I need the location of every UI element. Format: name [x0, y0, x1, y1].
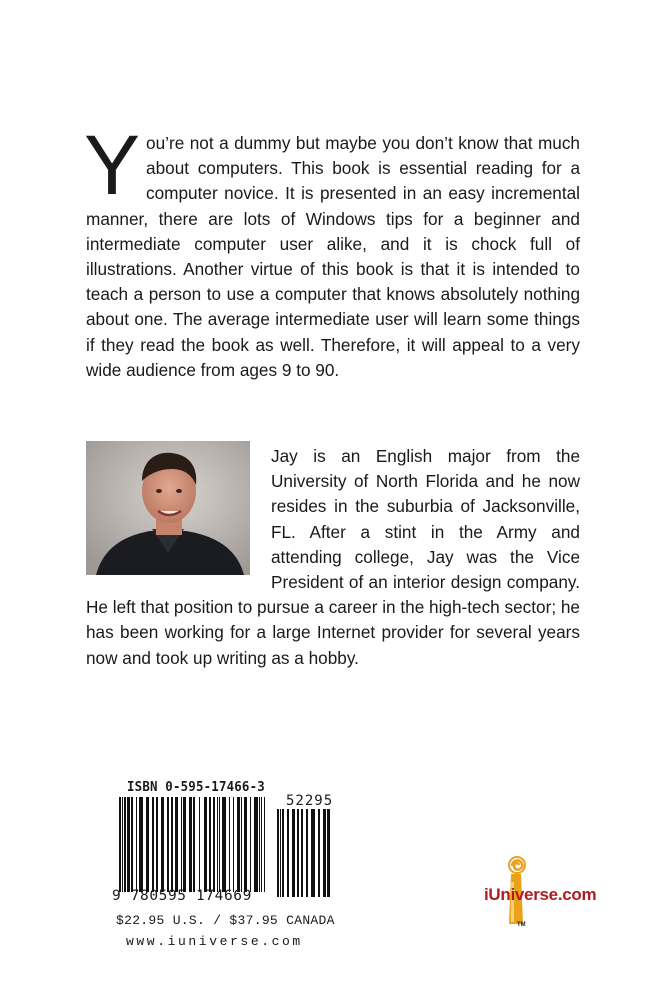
trademark-mark: TM — [517, 922, 526, 928]
barcode-bar — [261, 797, 262, 892]
barcode-bar — [217, 797, 218, 892]
barcode-bar — [254, 797, 258, 892]
barcode-bar — [282, 809, 284, 897]
barcode-bar — [127, 797, 130, 892]
barcode-bar — [264, 797, 265, 892]
author-bio — [86, 444, 580, 671]
barcode-bar — [306, 809, 308, 897]
barcode-bar — [152, 797, 154, 892]
barcode-bar — [233, 797, 234, 892]
barcode-bar — [156, 797, 158, 892]
barcode-bar — [250, 797, 251, 892]
barcode-bar — [327, 809, 330, 897]
barcode-bar — [244, 797, 247, 892]
barcode-bar — [183, 797, 186, 892]
ean-barcode-bars — [119, 797, 265, 892]
barcode-bar — [280, 809, 281, 897]
barcode-bar — [277, 809, 279, 897]
barcode-bar — [146, 797, 149, 892]
barcode-bar — [213, 797, 215, 892]
publisher-logo-text: iUniverse.com — [484, 885, 597, 904]
blurb-text: ou’re not a dummy but maybe you don’t know that much about computers. This book is essential reading for a computer novice. It is presented in an easy incremental manner, there are lots of Windows tips for a beginner and intermediate computer user alike, and it is chock full of illustrations. Another virtue of this book is that it is intended to teach a person to use a computer that knows absolutely nothing about one. The average intermediate user will learn some things if they read the book as well. Therefore, it will appeal to a very wide audience from ages 9 to 90. — [86, 133, 580, 380]
barcode-bar — [209, 797, 211, 892]
isbn-label: ISBN 0-595-17466-3 — [127, 779, 265, 795]
barcode-bar — [139, 797, 143, 892]
barcode-bar — [181, 797, 182, 892]
website-url: www.iuniverse.com — [126, 934, 303, 949]
barcode-bar — [171, 797, 173, 892]
price-label: $22.95 U.S. / $37.95 CANADA — [116, 913, 335, 928]
barcode-bar — [175, 797, 178, 892]
barcode-bar — [136, 797, 137, 892]
barcode-bar — [222, 797, 226, 892]
barcode-bar — [287, 809, 289, 897]
barcode-bar — [119, 797, 121, 892]
barcode-bar — [193, 797, 195, 892]
barcode-bar — [292, 809, 295, 897]
barcode-bar — [229, 797, 230, 892]
barcode-bar — [161, 797, 164, 892]
barcode-bar — [259, 797, 260, 892]
ean-digits: 9 780595 174669 — [112, 888, 252, 904]
barcode-bar — [323, 809, 326, 897]
barcode-bar — [204, 797, 207, 892]
barcode-bar — [199, 797, 200, 892]
barcode-bar — [131, 797, 133, 892]
barcode-bar — [122, 797, 123, 892]
barcode-bar — [311, 809, 315, 897]
back-cover-blurb — [84, 118, 580, 383]
barcode-bar — [167, 797, 169, 892]
photo-wrap-spacer — [86, 444, 271, 594]
author-bio-text: Jay is an English major from the University of North Florida and he now resides in the suburbia of Jacksonville, FL. After a stint in the Army and attending college, Jay was the Vice President of an interior design company. He left that position to pursue a career in the high-tech sector; he has been working for a large Internet provider for several years now and took up writing as a hobby. — [86, 446, 580, 668]
barcode-bar — [219, 797, 220, 892]
barcode-bar — [189, 797, 192, 892]
barcode-bar — [124, 797, 126, 892]
addon-barcode-bars — [277, 809, 330, 897]
drop-cap-letter: Y — [84, 118, 141, 212]
barcode-bar — [241, 797, 242, 892]
barcode-bar — [301, 809, 303, 897]
barcode-bar — [297, 809, 299, 897]
barcode-bar — [237, 797, 240, 892]
barcode-addon-digits: 52295 — [286, 793, 334, 809]
barcode-bar — [318, 809, 320, 897]
isbn-barcode — [119, 797, 375, 899]
